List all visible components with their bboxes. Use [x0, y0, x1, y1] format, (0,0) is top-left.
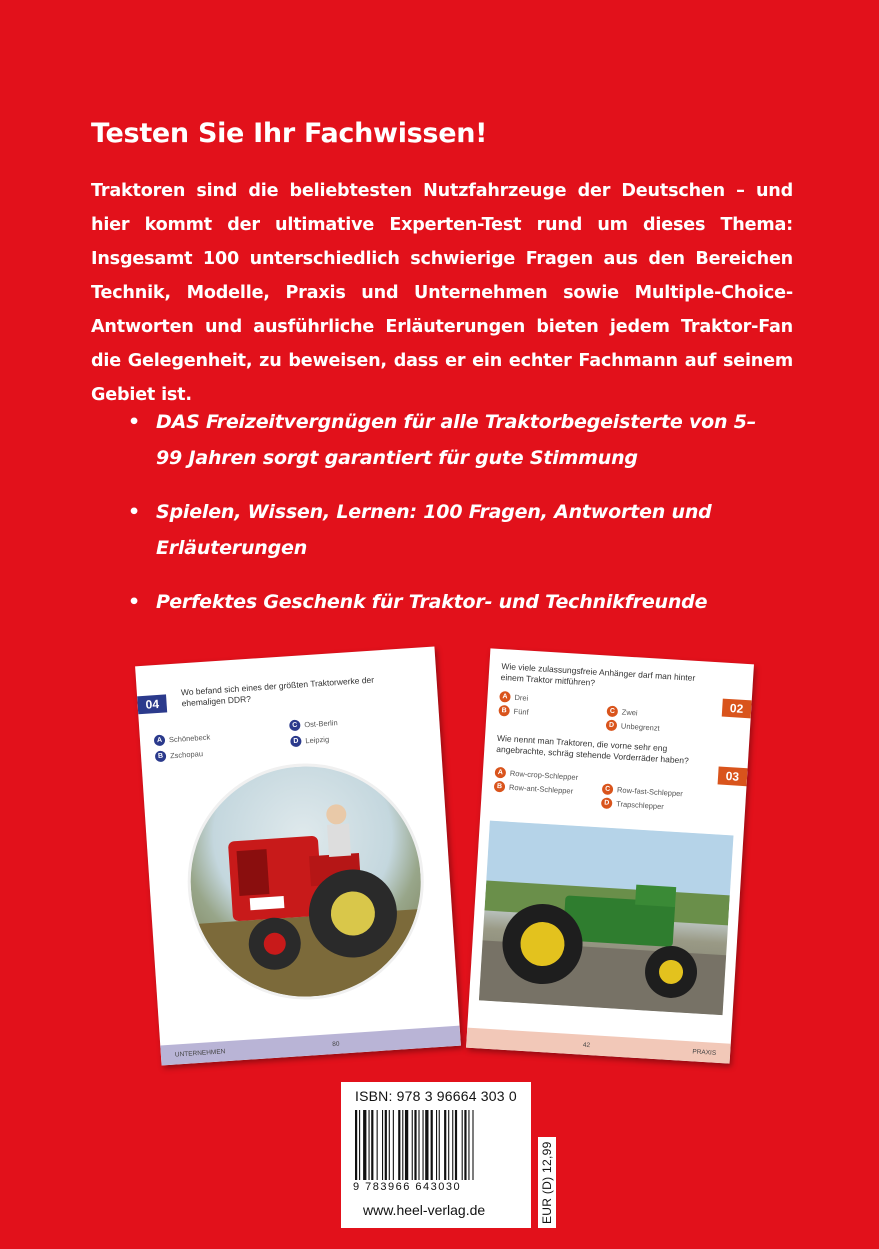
price-label: EUR (D) 12,99 — [538, 1137, 556, 1228]
intro-paragraph: Traktoren sind die beliebtesten Nutzfahrzeuge der Deutschen – und hier kommt der ultimative Experten-Test rund um dieses Thema: Insgesamt 100 unterschiedlich schwierige Fragen aus den Bereichen Technik, Modelle, Praxis und Unternehmen sowie Multiple-Choice-Antworten und ausführliche Erläuterungen bieten jedem Traktor-Fan die Gelegenheit, zu beweisen, dass er ein echter Fachmann auf seinem Gebiet ist. — [91, 181, 793, 405]
answer-option: A Schönebeck — [154, 732, 211, 747]
answer-option: A Drei — [499, 691, 528, 704]
answer-option: B Zschopau — [155, 748, 204, 762]
answer-option: A Row-crop-Schlepper — [495, 767, 579, 783]
answer-option: C Row-fast-Schlepper — [602, 783, 683, 799]
sample-card-left — [135, 646, 461, 1065]
barcode-icon — [355, 1110, 521, 1180]
isbn-digits: 9 783966 643030 — [353, 1181, 462, 1193]
question-text: Wo befand sich eines der größten Traktorwerke der ehemaligen DDR? — [180, 674, 375, 709]
question-text: Wie nennt man Traktoren, die vorne sehr eng angebrachte, schräg stehende Vorderräder haben? — [496, 732, 690, 766]
answer-option: C Zwei — [607, 706, 638, 719]
bullet-icon: • — [128, 411, 140, 433]
answer-option: B Row-ant-Schlepper — [494, 781, 574, 797]
question-text: Wie viele zulassungsfreie Anhänger darf man hinter einem Traktor mitführen? — [500, 661, 696, 688]
sample-card-right — [466, 648, 754, 1063]
feature-item: • Spielen, Wissen, Lernen: 100 Fragen, Antworten und Erläuterungen — [128, 494, 768, 566]
green-tractor-photo — [479, 821, 734, 1016]
answer-option: D Trapschlepper — [601, 797, 664, 812]
bullet-icon: • — [128, 501, 140, 523]
question-number: 04 — [137, 694, 167, 714]
bullet-icon: • — [128, 591, 140, 613]
answer-option: B Fünf — [498, 705, 529, 718]
card-footer: UNTERNEHMEN 80 — [160, 1026, 461, 1066]
isbn-label: ISBN: 978 3 96664 303 0 — [355, 1088, 517, 1104]
page-heading: Testen Sie Ihr Fachwissen! — [91, 118, 488, 149]
answer-option: D Unbegrenzt — [606, 720, 660, 734]
publisher-url: www.heel-verlag.de — [363, 1202, 486, 1218]
answer-option: D Leipzig — [290, 734, 329, 748]
red-tractor-photo — [180, 756, 431, 1007]
isbn-barcode-box — [341, 1082, 531, 1228]
tractor-illustration — [183, 759, 428, 1004]
question-number: 02 — [721, 699, 751, 719]
answer-option: C Ost-Berlin — [289, 717, 338, 731]
feature-list — [128, 404, 768, 638]
feature-item: • Perfektes Geschenk für Traktor- und Technikfreunde — [128, 584, 768, 620]
tractor-illustration — [479, 821, 734, 1016]
card-footer: 42 PRAXIS — [466, 1028, 731, 1064]
feature-item: • DAS Freizeitvergnügen für alle Traktorbegeisterte von 5–99 Jahren sorgt garantiert für gute Stimmung — [128, 404, 768, 476]
question-number: 03 — [717, 766, 747, 786]
